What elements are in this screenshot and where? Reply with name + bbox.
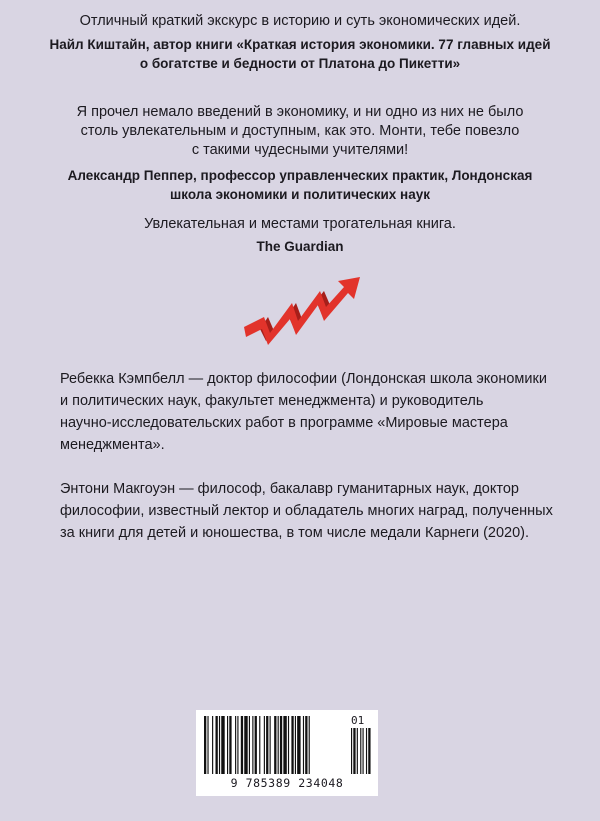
review-1-text: Отличный краткий экскурс в историю и суть экономических идей. [79, 13, 521, 29]
barcode-bar [221, 716, 224, 774]
arrow-ribbon [244, 277, 360, 345]
barcode-bar [264, 716, 265, 774]
barcode-bar [309, 716, 310, 774]
barcode-addon-bar [366, 728, 367, 774]
barcode-bar [244, 716, 247, 774]
barcode-bar [249, 716, 250, 774]
barcode-number: 9 785389 234048 [230, 776, 344, 790]
barcode-addon-bar [351, 728, 352, 774]
barcode-bar [241, 716, 243, 774]
review-2-author-line: школа экономики и политических наук [170, 187, 430, 202]
barcode-addon-bar [360, 728, 361, 774]
barcode-bar [219, 716, 220, 774]
review-1-author [0, 35, 600, 73]
barcode-bar [295, 716, 296, 774]
bio-campbell [60, 368, 560, 456]
review-2-author-line: Александр Пеппер, профессор управленческих практик, Лондонская [67, 168, 533, 183]
bio-mcgowan [60, 478, 560, 544]
review-2 [0, 103, 600, 204]
barcode-bar [270, 716, 271, 774]
barcode-bar [227, 716, 228, 774]
barcode-bar [278, 716, 279, 774]
barcode-bar [207, 716, 208, 774]
bio-line: за книги для детей и юношества, в том числе медали Карнеги (2020). [60, 525, 530, 541]
bio-line: Энтони Макгоуэн — философ, бакалавр гуманитарных наук, доктор [60, 481, 519, 497]
review-2-text-line: с такими чудесными учителями! [191, 142, 409, 158]
barcode-addon-bar [368, 728, 370, 774]
review-3-author: The Guardian [256, 239, 344, 254]
barcode-bar [259, 716, 260, 774]
bio-line: и политических наук, факультет менеджмента) и руководитель [60, 393, 484, 409]
barcode-addon-bar [353, 728, 355, 774]
zigzag-arrow-up-icon [238, 273, 368, 345]
barcode-bar [255, 716, 257, 774]
barcode-bar [305, 716, 307, 774]
bio-line: менеджмента». [60, 437, 165, 453]
bio-line: научно-исследовательских работ в программе «Мировые мастера [60, 415, 508, 431]
barcode-bar [291, 716, 293, 774]
review-3-text: Увлекательная и местами трогательная книга. [144, 216, 456, 232]
barcode-bar [229, 716, 231, 774]
barcode [196, 710, 378, 796]
barcode-bar [303, 716, 304, 774]
barcode-bar [280, 716, 282, 774]
barcode-bar [274, 716, 276, 774]
barcode-bar [288, 716, 289, 774]
barcode-bar [252, 716, 253, 774]
review-1-author-line: Найл Киштайн, автор книги «Краткая история экономики. 77 главных идей [49, 37, 551, 52]
barcode-bar [212, 716, 213, 774]
barcode-addon-bar [363, 728, 364, 774]
review-2-text-line: Я прочел немало введений в экономику, и ни одно из них не было [76, 104, 524, 120]
bio-line: Ребекка Кэмпбелл — доктор философии (Лондонская школа экономики [60, 371, 547, 387]
barcode-bar [216, 716, 218, 774]
review-1 [0, 12, 600, 73]
barcode-bar [237, 716, 238, 774]
barcode-bar [204, 716, 206, 774]
barcode-addon-bar [357, 728, 358, 774]
barcode-addon: 01 [351, 714, 365, 727]
review-2-text-line: столь увлекательным и доступным, как это. Монти, тебе повезло [80, 123, 520, 139]
barcode-bar [266, 716, 268, 774]
bio-line: философии, известный лектор и обладатель многих наград, полученных [60, 503, 553, 519]
barcode-bar [283, 716, 286, 774]
review-2-author [0, 166, 600, 204]
review-1-author-line: о богатстве и бедности от Платона до Пикетти» [139, 56, 461, 71]
barcode-bar [235, 716, 236, 774]
review-3 [0, 215, 600, 256]
review-2-text [0, 103, 600, 160]
barcode-bar [297, 716, 300, 774]
